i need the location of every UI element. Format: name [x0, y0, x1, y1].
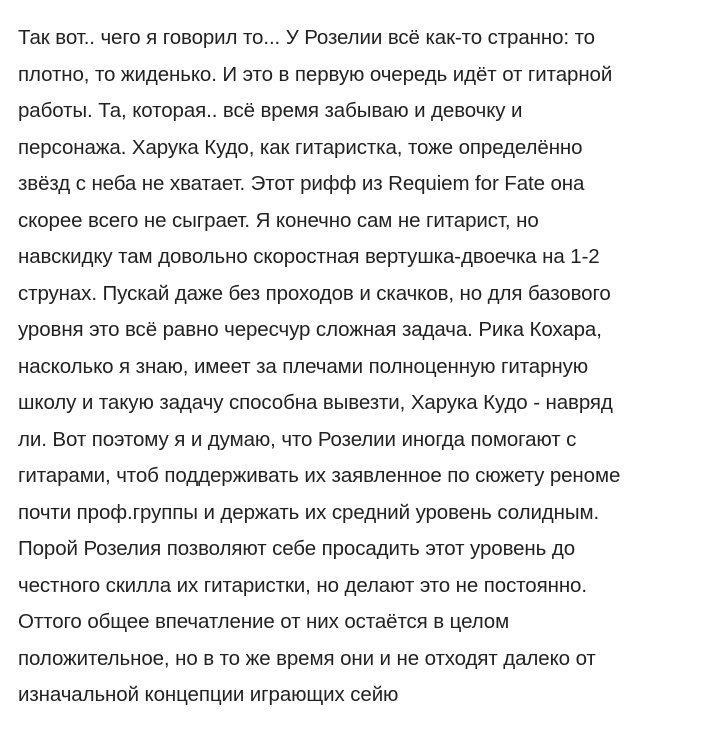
text-line: плотно, то жиденько. И это в первую очередь идёт от гитарной	[18, 62, 613, 86]
text-line: звёзд с неба не хватает. Этот рифф из Requiem for Fate она	[18, 172, 585, 195]
text-line: Оттого общее впечатление от них остаётся в целом	[18, 610, 510, 633]
text-line: изначальной концепции играющих сейю	[18, 683, 399, 706]
text-line: школу и такую задачу способна вывезти, Харука Кудо - навряд	[18, 391, 613, 414]
text-line: гитарами, чтоб поддерживать их заявленное по сюжету реноме	[18, 464, 621, 487]
text-line: персонажа. Харука Кудо, как гитаристка, тоже определённо	[18, 135, 583, 159]
text-line: почти проф.группы и держать их средний уровень солидным.	[18, 500, 600, 524]
text-line: насколько я знаю, имеет за плечами полноценную гитарную	[18, 354, 589, 378]
text-line: положительное, но в то же время они и не отходят далеко от	[18, 646, 596, 670]
text-line: уровня это всё равно чересчур сложная задача. Рика Кохара,	[18, 318, 602, 341]
post-body-text	[18, 20, 708, 714]
text-line: честного скилла их гитаристки, но делают это не постоянно.	[18, 573, 587, 597]
text-line: Так вот.. чего я говорил то... У Розелии всё как-то странно: то	[18, 26, 595, 49]
text-line: работы. Та, которая.. всё время забываю и девочку и	[18, 99, 523, 122]
text-line: скорее всего не сыграет. Я конечно сам не гитарист, но	[18, 208, 539, 232]
text-line: струнах. Пускай даже без проходов и скачков, но для базового	[18, 281, 611, 305]
text-line: ли. Вот поэтому я и думаю, что Розелии иногда помогают с	[18, 427, 577, 451]
text-line: навскидку там довольно скоростная вертушка-двоечка на 1-2	[18, 245, 600, 268]
text-line: Порой Розелия позволяют себе просадить этот уровень до	[18, 537, 575, 560]
